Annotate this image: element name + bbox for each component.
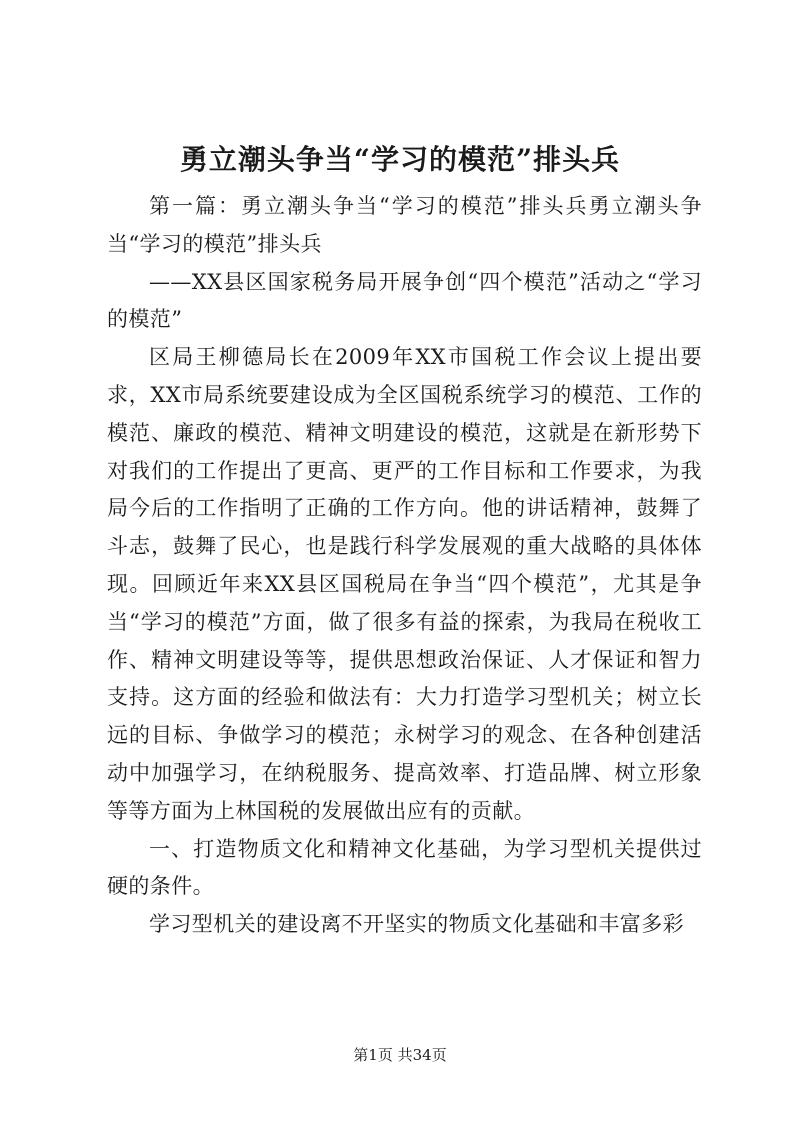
paragraph-subtitle: ——XX县区国家税务局开展争创“四个模范”活动之“学习的模范” (107, 269, 702, 332)
document-title: 勇立潮头争当“学习的模范”排头兵 (179, 143, 621, 176)
paragraph-section-one: 一、打造物质文化和精神文化基础，为学习型机关提供过硬的条件。 (107, 836, 702, 899)
page-footer: 第1页 共34页 (353, 1046, 447, 1064)
paragraph-first-heading: 第一篇：勇立潮头争当“学习的模范”排头兵勇立潮头争当“学习的模范”排头兵 (107, 194, 702, 256)
paragraph-section-one-body: 学习型机关的建设离不开坚实的物质文化基础和丰富多彩 (149, 912, 684, 937)
paragraph-main: 区局王柳德局长在2009年XX市国税工作会议上提出要求，XX市局系统要建设成为全区国税系统学习的模范、工作的模范、廉政的模范、精神文明建设的模范，这就是在新形势下对我们的工作提出了更高、更严的工作目标和工作要求，为我局今后的工作指明了正确的工作方向。他的讲话精神，鼓舞了斗志，鼓舞了民心，也是践行科学发展观的重大战略的具体体现。回顾近年来XX县区国税局在争当“四个模范”，尤其是争当“学习的模范”方面，做了很多有益的探索，为我局在税收工作、精神文明建设等等，提供思想政治保证、人才保证和智力支持。这方面的经验和做法有：大力打造学习型机关；树立长远的目标、争做学习的模范；永树学习的观念、在各种创建活动中加强学习，在纳税服务、提高效率、打造品牌、树立形象等等方面为上林国税的发展做出应有的贡献。 (107, 345, 702, 823)
document-body (107, 188, 702, 944)
